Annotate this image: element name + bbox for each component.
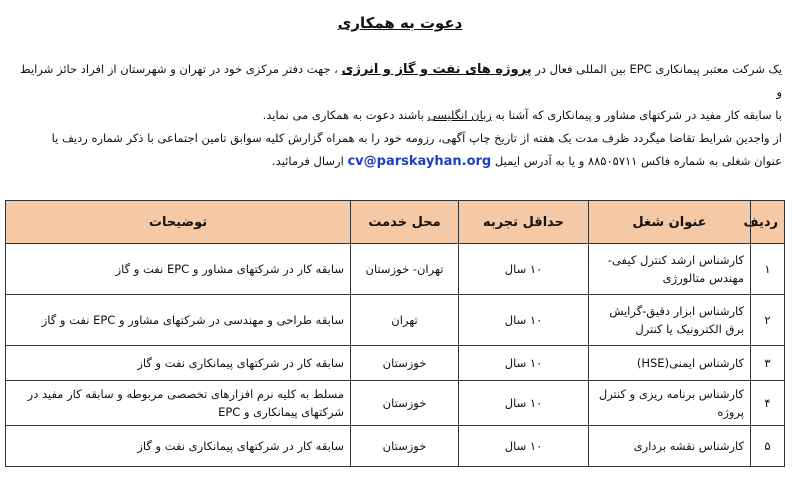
cell-description: سابقه کار در شرکتهای مشاور و EPC نفت و گاز: [6, 244, 351, 295]
cell-location: خوزستان: [351, 346, 459, 381]
page-title: دعوت به همکاری: [337, 14, 463, 32]
intro-line-1-end: ، جهت دفتر مرکزی خود در تهران و شهرستان از افراد حائز شرایط و: [20, 62, 782, 99]
cell-min-experience: ۱۰ سال: [459, 381, 589, 426]
cell-min-experience: ۱۰ سال: [459, 295, 589, 346]
cell-index: ۵: [751, 426, 785, 467]
cell-job-title: کارشناس ایمنی(HSE): [589, 346, 751, 381]
cell-index: ۲: [751, 295, 785, 346]
intro-line-1: [16, 58, 782, 104]
cell-min-experience: ۱۰ سال: [459, 346, 589, 381]
cell-min-experience: ۱۰ سال: [459, 244, 589, 295]
cell-min-experience: ۱۰ سال: [459, 426, 589, 467]
intro-line-2-end: باشند دعوت به همکاری می نماید.: [262, 108, 428, 122]
table-header-row: [6, 201, 785, 244]
cell-description: سابقه کار در شرکتهای پیمانکاری نفت و گاز: [6, 426, 351, 467]
cell-job-title: کارشناس ابزار دقیق-گرایش برق الکترونیک یا کنترل: [589, 295, 751, 346]
cell-index: ۳: [751, 346, 785, 381]
cell-location: تهران- خوزستان: [351, 244, 459, 295]
cell-description: سابقه طراحی و مهندسی در شرکتهای مشاور و EPC نفت و گاز: [6, 295, 351, 346]
header-description: توضیحات: [6, 201, 351, 244]
table-row: [6, 381, 785, 426]
cell-description: سابقه کار در شرکتهای پیمانکاری نفت و گاز: [6, 346, 351, 381]
cell-location: خوزستان: [351, 381, 459, 426]
intro-line-1-start: یک شرکت معتبر پیمانکاری EPC بین المللی فعال در: [531, 62, 782, 76]
intro-line-2: [16, 104, 782, 127]
intro-line-3: از واجدین شرایط تقاضا میگردد ظرف مدت یک هفته از تاریخ چاپ آگهی، رزومه خود را به همراه گزارش کلیه سوابق تامین اجتماعی با ذکر شماره ردیف یا: [51, 131, 782, 145]
cell-index: ۱: [751, 244, 785, 295]
header-location: محل خدمت: [351, 201, 459, 244]
email-link[interactable]: cv@parskayhan.org: [347, 154, 492, 169]
table-row: [6, 244, 785, 295]
intro-project-field: پروژه های نفت و گاز و انرژی: [341, 62, 532, 77]
intro-send-text: ارسال فرمائید.: [272, 154, 348, 168]
cell-location: تهران: [351, 295, 459, 346]
table-row: [6, 426, 785, 467]
table-row: [6, 295, 785, 346]
cell-description: مسلط به کلیه نرم افزارهای تخصصی مربوطه و سابقه کار مفید در شرکتهای پیمانکاری و EPC: [6, 381, 351, 426]
cell-location: خوزستان: [351, 426, 459, 467]
header-job-title: عنوان شغل: [589, 201, 751, 244]
header-min-experience: حداقل تجربه: [459, 201, 589, 244]
cell-job-title: کارشناس نقشه برداری: [589, 426, 751, 467]
intro-english-requirement: زبان انگلیسی: [427, 108, 492, 122]
intro-fax-text: عنوان شغلی به شماره فاکس ۸۸۵۰۵۷۱۱ و یا به آدرس ایمیل: [491, 154, 782, 168]
header-index: ردیف: [751, 201, 785, 244]
jobs-table: [5, 200, 785, 467]
cell-job-title: کارشناس برنامه ریزی و کنترل پروژه: [589, 381, 751, 426]
table-row: [6, 346, 785, 381]
cell-index: ۴: [751, 381, 785, 426]
cell-job-title: کارشناس ارشد کنترل کیفی- مهندس متالورژی: [589, 244, 751, 295]
intro-line-4: [16, 150, 782, 173]
intro-text: [16, 58, 782, 173]
intro-line-2-start: با سابقه کار مفید در شرکتهای مشاور و پیمانکاری که آشنا به: [491, 108, 782, 122]
